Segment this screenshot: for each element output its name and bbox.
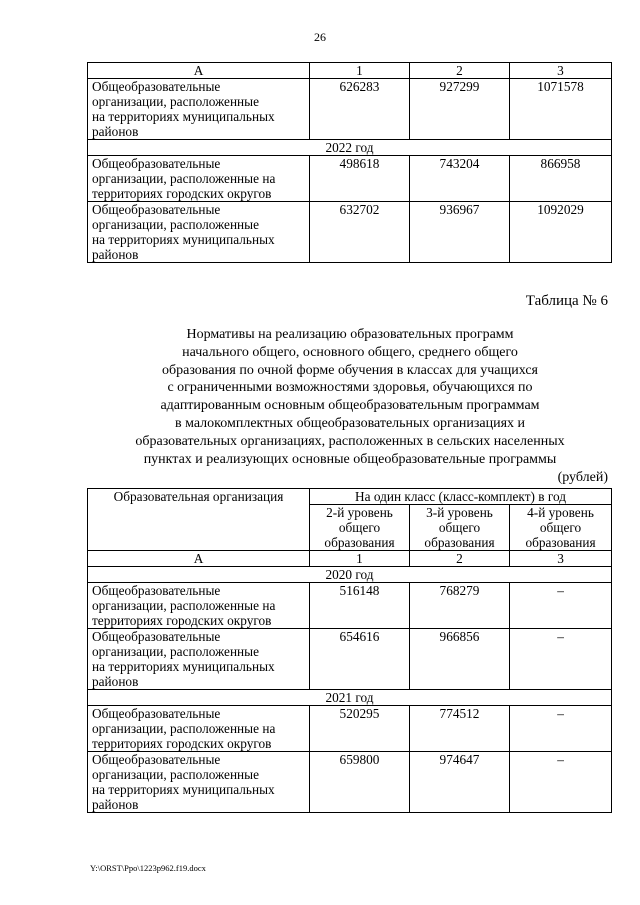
org-line: Общеобразовательные: [92, 79, 221, 94]
org-cell: [88, 202, 310, 263]
value-cell: 516148: [310, 583, 410, 629]
year-label: 2022 год: [88, 140, 612, 156]
value-cell: 936967: [410, 202, 510, 263]
subcol-header: [510, 505, 612, 551]
subcol-line: общего: [438, 520, 481, 535]
subcol-line: образования: [424, 535, 495, 550]
caption-line: с ограниченными возможностями здоровья, обучающихся по: [167, 380, 533, 396]
org-line: организации, расположенные на: [92, 598, 276, 613]
org-line: на территориях муниципальных: [92, 782, 275, 797]
value-cell: –: [510, 629, 612, 690]
subcol-header: [410, 505, 510, 551]
subcol-line: 3-й уровень: [426, 505, 493, 520]
org-line: на территориях муниципальных: [92, 232, 275, 247]
org-line: на территориях муниципальных: [92, 659, 275, 674]
org-cell: [88, 583, 310, 629]
year-row: [88, 690, 612, 706]
caption-line: Нормативы на реализацию образовательных программ: [186, 327, 514, 342]
caption-line: образовательных организациях, расположенных в сельских населенных: [135, 433, 565, 449]
year-row: [88, 140, 612, 156]
index-cell: А: [88, 551, 310, 567]
subcol-line: образования: [324, 535, 395, 550]
value-cell: 768279: [410, 583, 510, 629]
org-line: Общеобразовательные: [92, 629, 221, 644]
org-line: Общеобразовательные: [92, 583, 221, 598]
org-line: территориях городских округов: [92, 186, 272, 201]
header-row: [88, 489, 612, 505]
table-caption: [100, 326, 600, 468]
org-line: Общеобразовательные: [92, 202, 221, 217]
value-cell: –: [510, 706, 612, 752]
org-cell: [88, 629, 310, 690]
value-cell: 743204: [410, 156, 510, 202]
index-cell: 3: [510, 551, 612, 567]
org-cell: [88, 156, 310, 202]
org-line: Общеобразовательные: [92, 706, 221, 721]
table-row: [88, 706, 612, 752]
value-cell: 774512: [410, 706, 510, 752]
value-cell: –: [510, 752, 612, 813]
value-cell: 654616: [310, 629, 410, 690]
table-row: [88, 79, 612, 140]
org-line: районов: [92, 247, 139, 262]
index-row: [88, 551, 612, 567]
table-row: [88, 156, 612, 202]
caption-line: пунктах и реализующих основные общеобразовательные программы: [143, 451, 557, 467]
value-cell: 927299: [410, 79, 510, 140]
org-line: районов: [92, 124, 139, 139]
table-row: [88, 752, 612, 813]
table-continued: [87, 62, 612, 263]
org-cell: [88, 752, 310, 813]
year-label: 2021 год: [88, 690, 612, 706]
value-cell: 659800: [310, 752, 410, 813]
subcol-line: образования: [525, 535, 596, 550]
caption-line: адаптированным основным общеобразовательным программам: [160, 398, 540, 414]
page-number: 26: [314, 30, 326, 44]
index-cell: 2: [410, 551, 510, 567]
subcol-line: 4-й уровень: [527, 505, 594, 520]
year-row: [88, 567, 612, 583]
table-row: [88, 202, 612, 263]
org-line: районов: [92, 674, 139, 689]
org-line: территориях городских округов: [92, 736, 272, 751]
table-number-label: Таблица № 6: [525, 293, 608, 309]
org-line: организации, расположенные на: [92, 171, 276, 186]
year-label: 2020 год: [88, 567, 612, 583]
value-cell: –: [510, 583, 612, 629]
org-line: на территориях муниципальных: [92, 109, 275, 124]
org-cell: [88, 79, 310, 140]
header-cell: 1: [310, 63, 410, 79]
col-org-header: Образовательная организация: [88, 489, 310, 551]
caption-line: в малокомплектных общеобразовательных организациях и: [174, 415, 526, 431]
value-cell: 626283: [310, 79, 410, 140]
subcol-line: общего: [539, 520, 582, 535]
org-line: Общеобразовательные: [92, 752, 221, 767]
org-line: организации, расположенные: [92, 767, 260, 782]
table-header-row: [88, 63, 612, 79]
footer-file-path: Y:\ORST\Ppo\1223p962.f19.docx: [90, 863, 206, 873]
value-cell: 520295: [310, 706, 410, 752]
col-group-header: На один класс (класс-комплект) в год: [310, 489, 612, 505]
org-line: организации, расположенные: [92, 94, 260, 109]
subcol-line: общего: [338, 520, 381, 535]
org-line: Общеобразовательные: [92, 156, 221, 171]
value-cell: 632702: [310, 202, 410, 263]
caption-line: начального общего, основного общего, среднего общего: [182, 344, 518, 360]
value-cell: 974647: [410, 752, 510, 813]
unit-label: (рублей): [557, 470, 608, 485]
header-cell: А: [88, 63, 310, 79]
value-cell: 866958: [510, 156, 612, 202]
table-6: [87, 488, 612, 813]
header-cell: 3: [510, 63, 612, 79]
subcol-line: 2-й уровень: [326, 505, 393, 520]
table-row: [88, 583, 612, 629]
table-row: [88, 629, 612, 690]
index-cell: 1: [310, 551, 410, 567]
value-cell: 498618: [310, 156, 410, 202]
org-cell: [88, 706, 310, 752]
org-line: организации, расположенные: [92, 217, 260, 232]
value-cell: 966856: [410, 629, 510, 690]
subcol-header: [310, 505, 410, 551]
value-cell: 1071578: [510, 79, 612, 140]
org-line: организации, расположенные на: [92, 721, 276, 736]
value-cell: 1092029: [510, 202, 612, 263]
org-line: районов: [92, 797, 139, 812]
header-cell: 2: [410, 63, 510, 79]
org-line: организации, расположенные: [92, 644, 260, 659]
org-line: территориях городских округов: [92, 613, 272, 628]
caption-line: образования по очной форме обучения в классах для учащихся: [162, 362, 538, 378]
